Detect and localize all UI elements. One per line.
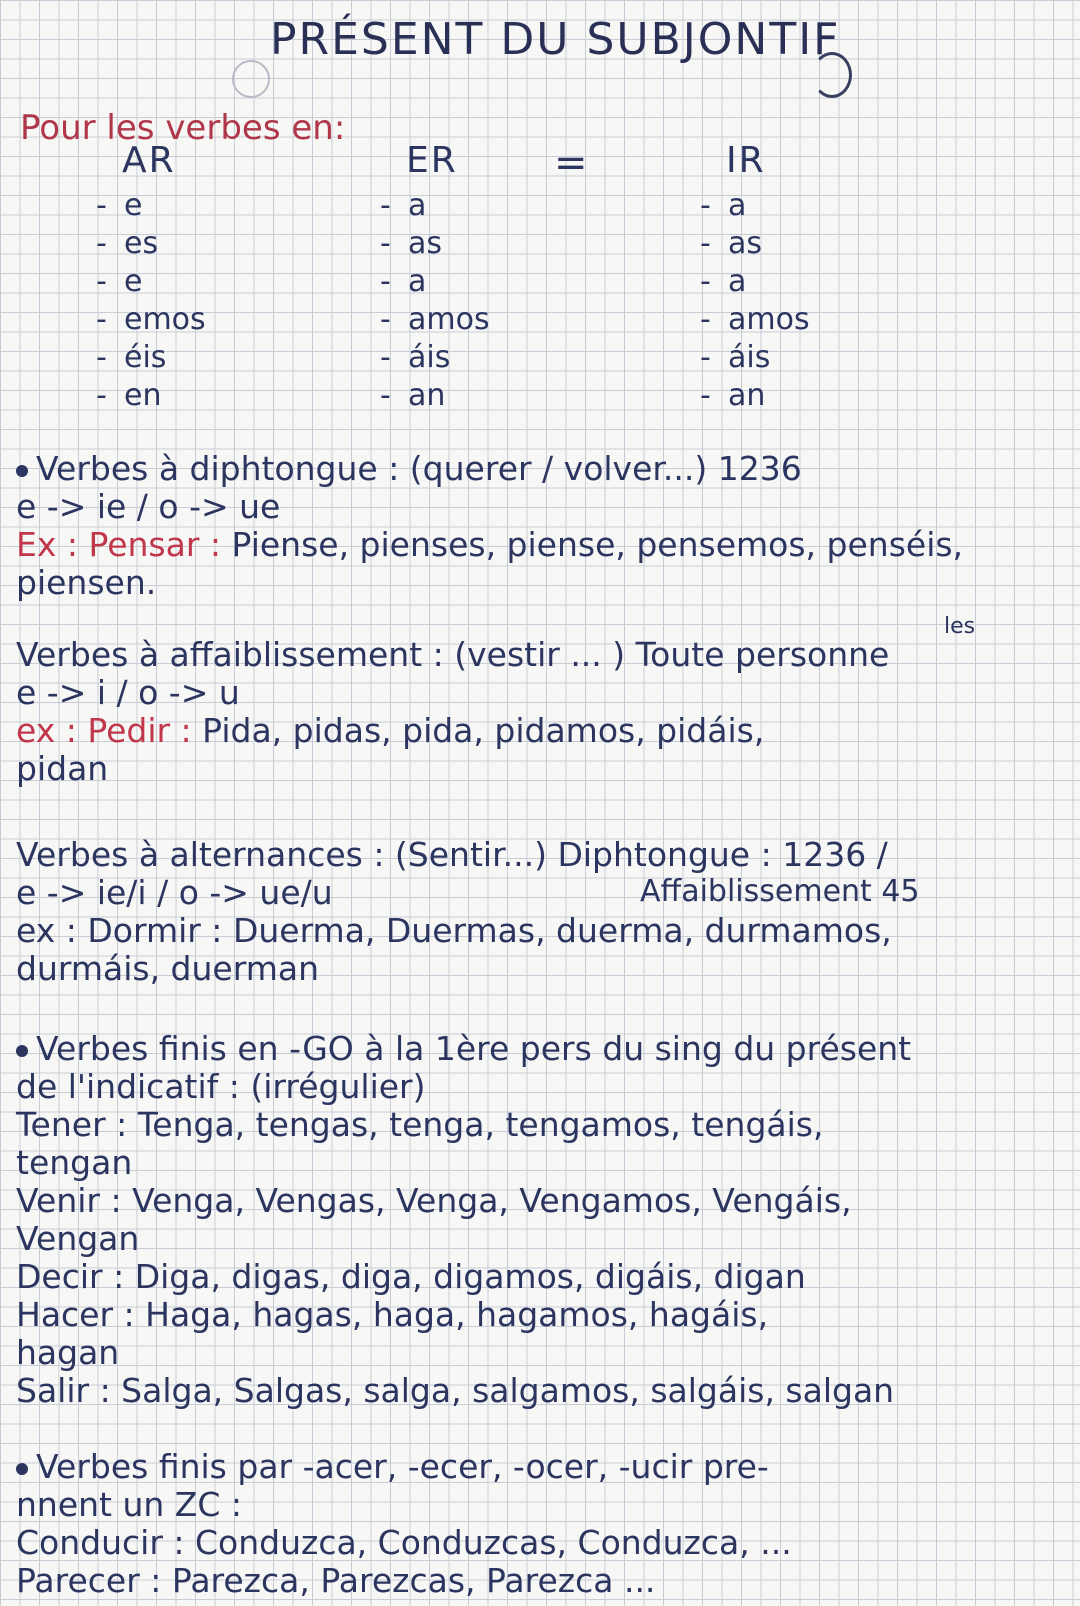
section-heading-cont: de l'indicatif : (irrégulier) (16, 1067, 426, 1106)
verb-line: Parecer : Parezca, Parezcas, Parezca ... (16, 1561, 656, 1600)
section-go (16, 1030, 1066, 1410)
ending-row: - an (700, 378, 766, 413)
section-heading: Verbes finis en -GO à la 1ère pers du sing du présent (16, 1030, 1066, 1068)
section-heading-cont: nnent un ZC : (16, 1485, 243, 1524)
section-heading: Verbes à alternances : (Sentir...) Diphtongue : 1236 / (16, 835, 888, 874)
section-heading: Verbes finis par -acer, -ecer, -ocer, -ucir pre- (16, 1448, 1066, 1486)
superscript-note: les (944, 614, 976, 639)
example-line: durmáis, duerman (16, 949, 319, 988)
ending-row: - a (380, 264, 427, 299)
bullet-icon (16, 465, 28, 477)
ending-row: - an (380, 378, 446, 413)
ending-row: - as (700, 226, 763, 261)
verb-line: Salir : Salga, Salgas, salga, salgamos, salgáis, salgan (16, 1371, 895, 1410)
ending-row: - áis (700, 340, 771, 375)
verb-line: Conducir : Conduzca, Conduzcas, Conduzca, ... (16, 1523, 792, 1562)
rule-line: e -> ie/i / o -> ue/u (16, 873, 333, 912)
verb-line: Hacer : Haga, hagas, haga, hagamos, hagáis, (16, 1295, 769, 1334)
ending-row: - áis (380, 340, 451, 375)
alternance-note: Affaiblissement 45 (640, 874, 920, 909)
verb-line: tengan (16, 1143, 133, 1182)
verb-line: Tener : Tenga, tengas, tenga, tengamos, tengáis, (16, 1105, 824, 1144)
rule-line: e -> ie / o -> ue (16, 487, 281, 526)
doodle-arc (812, 52, 852, 98)
example-line: Ex : Pensar : Piense, pienses, piense, pensemos, penséis, (16, 525, 964, 564)
equals-sign: = (554, 140, 588, 186)
section-affaiblissement (16, 636, 1066, 788)
section-alternances (16, 836, 1066, 988)
ending-row: - éis (96, 340, 167, 375)
ending-row: - amos (700, 302, 810, 337)
column-er-head: ER (406, 140, 458, 181)
ending-row: - es (96, 226, 159, 261)
example-line: piensen. (16, 563, 157, 602)
ending-row: - amos (380, 302, 490, 337)
example-line: ex : Pedir : Pida, pidas, pida, pidamos, pidáis, (16, 711, 765, 750)
section-diphtongue (16, 450, 1066, 602)
ending-row: - a (380, 188, 427, 223)
column-ar (96, 140, 206, 415)
page-title: PRÉSENT DU SUBJONTIF (270, 14, 841, 65)
example-line: ex : Dormir : Duerma, Duermas, duerma, durmamos, (16, 911, 892, 950)
intro-line: Pour les verbes en: (20, 108, 346, 148)
verb-line: Venir : Venga, Vengas, Venga, Vengamos, Vengáis, (16, 1181, 852, 1220)
bullet-icon (16, 1045, 28, 1057)
ending-row: - a (700, 264, 747, 299)
section-zc (16, 1448, 1066, 1600)
column-ar-head: AR (122, 140, 176, 181)
verb-line: Decir : Diga, digas, diga, digamos, digáis, digan (16, 1257, 806, 1296)
ending-row: - e (96, 264, 143, 299)
doodle-circle (232, 60, 270, 98)
section-heading: Verbes à affaiblissement : (vestir ... ) Toute personne (16, 635, 890, 674)
column-ir (700, 140, 810, 415)
ending-row: - as (380, 226, 443, 261)
rule-line: e -> i / o -> u (16, 673, 240, 712)
section-heading: Verbes à diphtongue : (querer / volver...) 1236 (16, 450, 1066, 488)
ending-row: - en (96, 378, 162, 413)
ending-row: - emos (96, 302, 206, 337)
verb-line: Vengan (16, 1219, 140, 1258)
ending-row: - a (700, 188, 747, 223)
ending-row: - e (96, 188, 143, 223)
verb-line: hagan (16, 1333, 120, 1372)
example-line: pidan (16, 749, 109, 788)
bullet-icon (16, 1463, 28, 1475)
column-ir-head: IR (726, 140, 766, 181)
column-er (380, 140, 490, 415)
